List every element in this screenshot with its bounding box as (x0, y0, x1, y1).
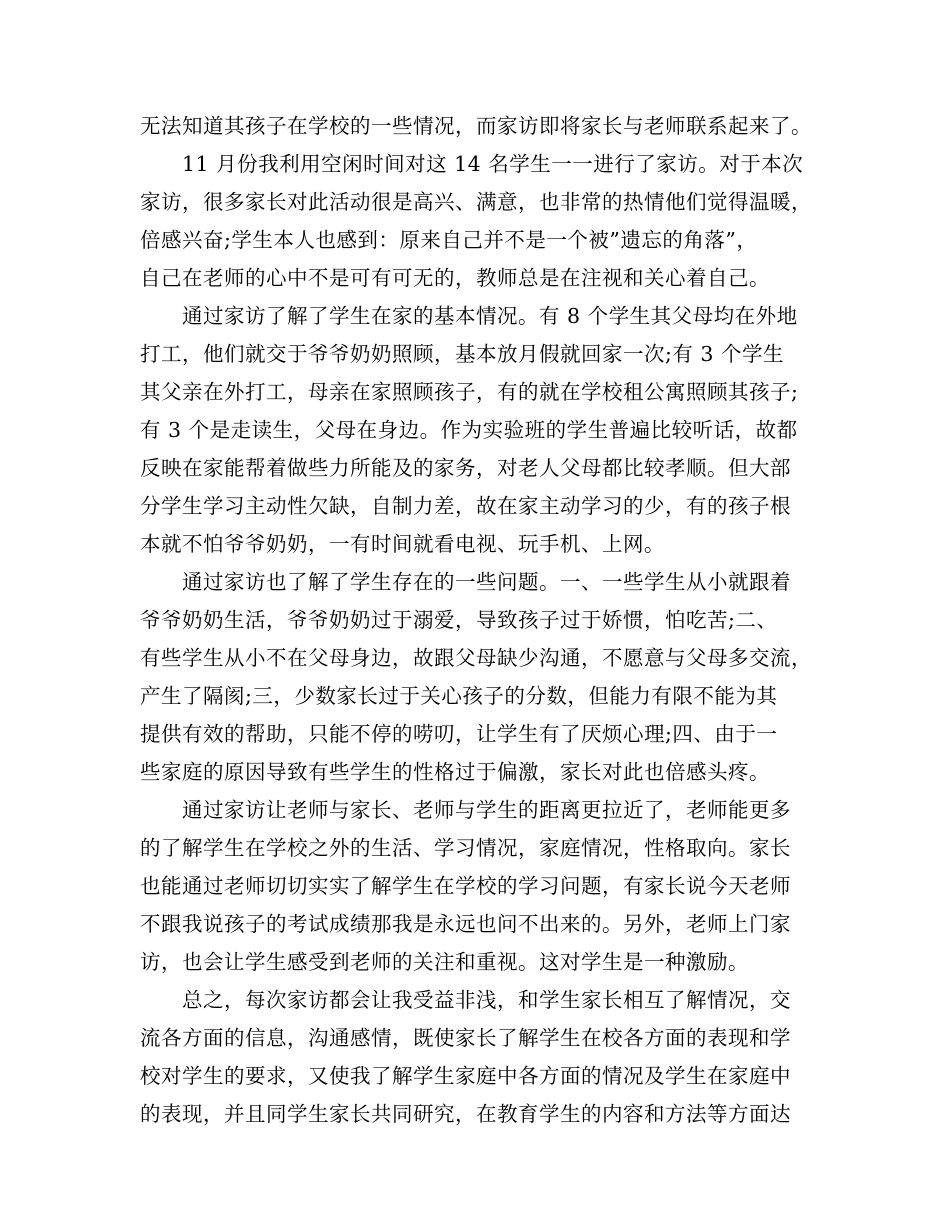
text-line: 无法知道其孩子在学校的一些情况，而家访即将家长与老师联系起来了。 (140, 114, 812, 138)
text-line: 些家庭的原因导致有些学生的性格过于偏激，家长对此也倍感头疼。 (140, 760, 770, 784)
text-line: 反映在家能帮着做些力所能及的家务，对老人父母都比较孝顺。但大部 (140, 456, 791, 480)
text-line: 有 3 个是走读生，父母在身边。作为实验班的学生普遍比较听话，故都 (140, 418, 798, 442)
text-line: 通过家访了解了学生在家的基本情况。有 8 个学生其父母均在外地 (182, 304, 798, 328)
text-line: 有些学生从小不在父母身边，故跟父母缺少沟通，不愿意与父母多交流， (140, 646, 812, 670)
text-line: 其父亲在外打工，母亲在家照顾孩子，有的就在学校租公寓照顾其孩子; (140, 380, 799, 404)
text-line: 也能通过老师切切实实了解学生在学校的学习问题，有家长说今天老师 (140, 874, 791, 898)
text-line: 不跟我说孩子的考试成绩那我是永远也问不出来的。另外，老师上门家 (140, 912, 791, 936)
text-line: 11 月份我利用空闲时间对这 14 名学生一一进行了家访。对于本次 (182, 152, 804, 176)
text-line: 总之，每次家访都会让我受益非浅，和学生家长相互了解情况，交 (182, 988, 791, 1012)
text-line: 本就不怕爷爷奶奶，一有时间就看电视、玩手机、上网。 (140, 532, 665, 556)
text-line: 的了解学生在学校之外的生活、学习情况，家庭情况，性格取向。家长 (140, 836, 791, 860)
text-line: 提供有效的帮助，只能不停的唠叨，让学生有了厌烦心理;四、由于一 (140, 722, 778, 746)
text-line: 爷爷奶奶生活，爷爷奶奶过于溺爱，导致孩子过于娇惯，怕吃苦;二、 (140, 608, 778, 632)
text-line: 流各方面的信息，沟通感情，既使家长了解学生在校各方面的表现和学 (140, 1026, 791, 1050)
text-line: 访，也会让学生感受到老师的关注和重视。这对学生是一种激励。 (140, 950, 749, 974)
text-line: 通过家访让老师与家长、老师与学生的距离更拉近了，老师能更多 (182, 798, 791, 822)
text-line: 自己在老师的心中不是可有可无的，教师总是在注视和关心着自己。 (140, 266, 770, 290)
text-line: 产生了隔阂;三，少数家长过于关心孩子的分数，但能力有限不能为其 (140, 684, 778, 708)
text-line: 家访，很多家长对此活动很是高兴、满意，也非常的热情他们觉得温暖， (140, 190, 812, 214)
text-line: 校对学生的要求，又使我了解学生家庭中各方面的情况及学生在家庭中 (140, 1064, 791, 1088)
text-line: 通过家访也了解了学生存在的一些问题。一、一些学生从小就跟着 (182, 570, 791, 594)
text-line: 打工，他们就交于爷爷奶奶照顾，基本放月假就回家一次;有 3 个学生 (140, 342, 784, 366)
document-body (140, 107, 812, 1133)
text-line: 分学生学习主动性欠缺，自制力差，故在家主动学习的少，有的孩子根 (140, 494, 791, 518)
text-line: 的表现，并且同学生家长共同研究，在教育学生的内容和方法等方面达 (140, 1102, 791, 1126)
text-line: 倍感兴奋;学生本人也感到：原来自己并不是一个被”遗忘的角落”， (140, 228, 758, 252)
